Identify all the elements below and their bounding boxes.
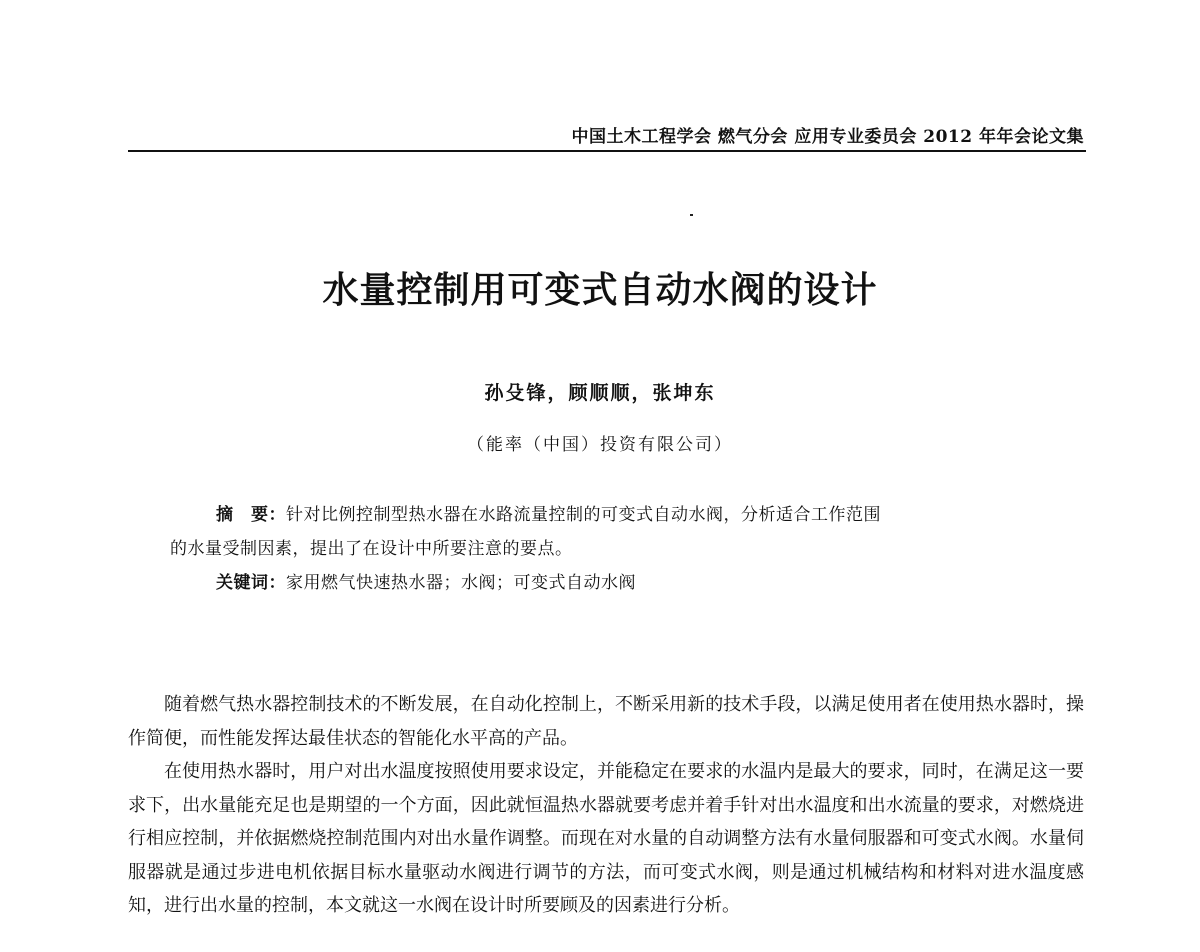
body-paragraph-2: 在使用热水器时，用户对出水温度按照使用要求设定，并能稳定在要求的水温内是最大的要求，同时，在满足这一要求下，出水量能充足也是期望的一个方面，因此就恒温热水器就要考虑并着手针对出水温度和出水流量的要求，对燃烧进行相应控制，并依据燃烧控制范围内对出水量作调整。而现在对水量的自动调整方法有水量伺服器和可变式水阀。水量伺服器就是通过步进电机依据目标水量驱动水阀进行调节的方法，而可变式水阀，则是通过机械结构和材料对进水温度感知，进行出水量的控制，本文就这一水阀在设计时所要顾及的因素进行分析。	[128, 761, 1084, 916]
affiliation: （能率（中国）投资有限公司）	[467, 435, 733, 455]
running-header: 中国土木工程学会 燃气分会 应用专业委员会 2012 年年会论文集	[571, 127, 1084, 147]
scan-speck	[690, 214, 693, 216]
abstract-label: 摘 要：	[216, 505, 286, 525]
abstract-first-line	[170, 498, 1045, 532]
body-paragraph-1: 随着燃气热水器控制技术的不断发展，在自动化控制上，不断采用新的技术手段，以满足使用者在使用热水器时，操作简便，而性能发挥达最佳状态的智能化水平高的产品。	[128, 694, 1084, 749]
keywords-text: 家用燃气快速热水器；水阀；可变式自动水阀	[286, 573, 636, 593]
keywords-label: 关键词：	[216, 573, 286, 593]
keywords-line	[170, 566, 1045, 600]
body-text	[128, 688, 1084, 923]
abstract-text-line2: 的水量受制因素，提出了在设计中所要注意的要点。	[170, 539, 573, 559]
paper-title: 水量控制用可变式自动水阀的设计	[322, 270, 878, 311]
abstract-block	[170, 498, 1045, 600]
header-rule	[128, 150, 1086, 152]
author-list: 孙殳锋，顾顺顺，张坤东	[484, 382, 716, 404]
abstract-text-line1: 针对比例控制型热水器在水路流量控制的可变式自动水阀，分析适合工作范围	[286, 505, 881, 525]
